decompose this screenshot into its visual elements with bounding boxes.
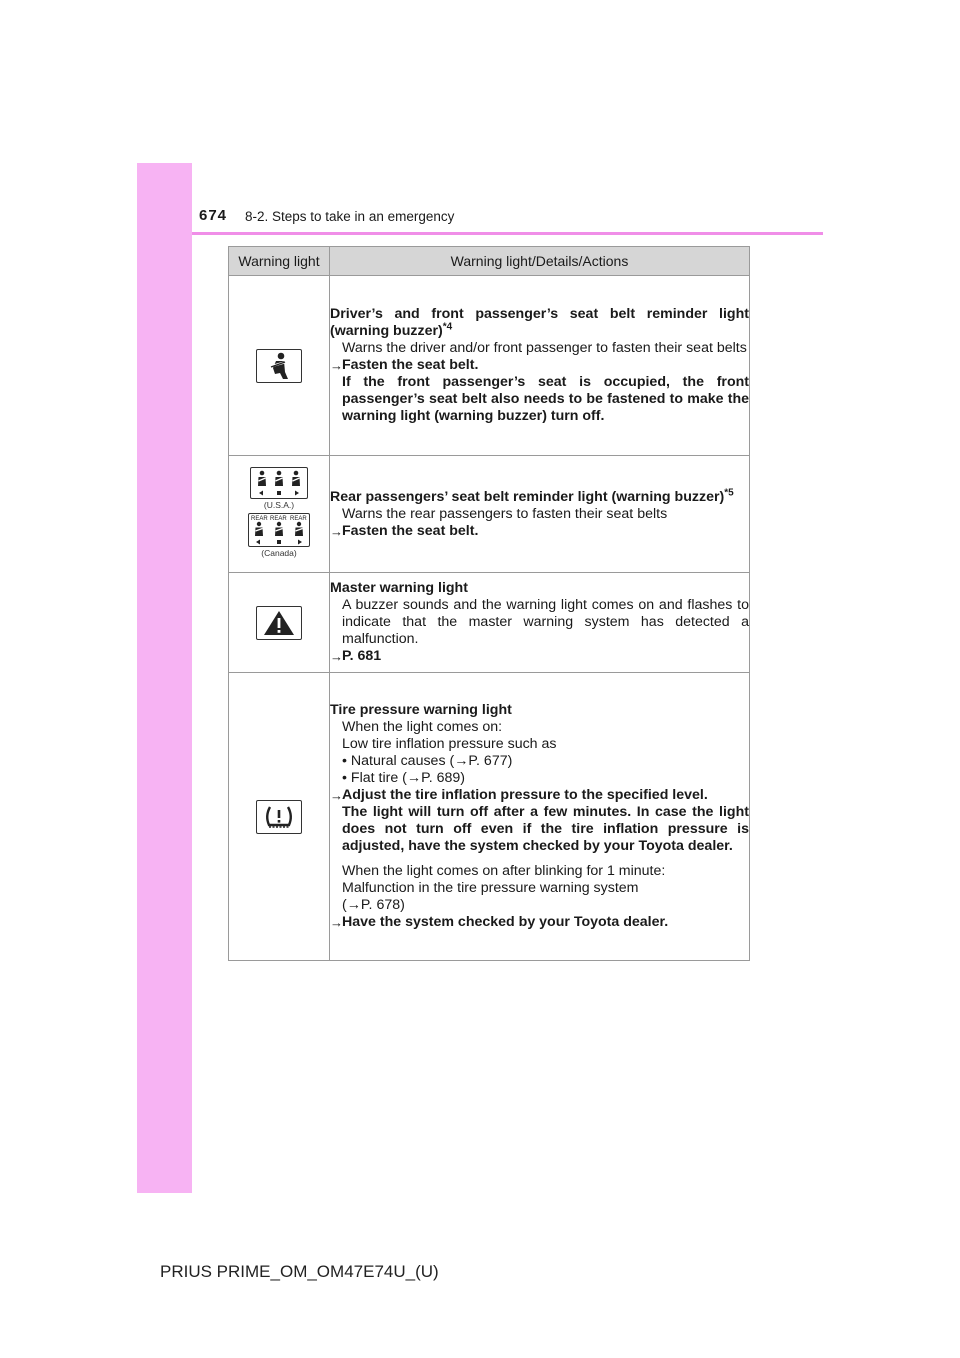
rear-label: REAR bbox=[270, 516, 287, 522]
tire-line: When the light comes on: bbox=[342, 719, 503, 735]
tire-line: Low tire inflation pressure such as bbox=[342, 736, 557, 752]
caption-canada: (Canada) bbox=[261, 548, 297, 558]
arrow-icon: → bbox=[346, 897, 361, 913]
table-header-row bbox=[229, 247, 750, 276]
arrow-icon: → bbox=[406, 770, 422, 786]
table-row-master-warning bbox=[229, 573, 750, 673]
seatbelt-title: Driver’s and front passenger’s seat belt reminder light (warning buzzer) bbox=[330, 306, 749, 339]
footnote-marker: *5 bbox=[724, 486, 734, 498]
tire-bullet-flat bbox=[330, 770, 749, 787]
document-code-footer: PRIUS PRIME_OM_OM47E74U_(U) bbox=[160, 1262, 439, 1281]
master-description: A buzzer sounds and the warning light comes on and flashes to indicate that the master warning system has detected a malfunction. bbox=[342, 597, 749, 647]
page-number: 674 bbox=[199, 207, 228, 224]
arrow-icon: → bbox=[330, 358, 343, 373]
column-header-details: Warning light/Details/Actions bbox=[330, 247, 750, 276]
tire-pressure-icon bbox=[256, 800, 302, 834]
details-cell bbox=[330, 276, 750, 456]
page-ref: P. 678) bbox=[360, 897, 405, 913]
icon-cell bbox=[229, 456, 330, 573]
section-title: 8-2. Steps to take in an emergency bbox=[245, 209, 455, 224]
seatbelt-action bbox=[330, 357, 749, 374]
spacer bbox=[330, 855, 749, 863]
header-divider bbox=[192, 232, 823, 235]
rear-title: Rear passengers’ seat belt reminder light (warning buzzer) bbox=[330, 488, 725, 505]
table-row-tire-pressure bbox=[229, 673, 750, 961]
tire-action-2 bbox=[330, 914, 749, 931]
column-header-warning-light: Warning light bbox=[229, 247, 330, 276]
details-cell bbox=[330, 456, 750, 573]
chapter-side-tab bbox=[137, 163, 192, 1193]
rear-action-text: Fasten the seat belt. bbox=[342, 522, 479, 539]
master-page-ref: P. 681 bbox=[342, 648, 382, 664]
icon-cell bbox=[229, 573, 330, 673]
master-title: Master warning light bbox=[330, 580, 468, 596]
icon-cell bbox=[229, 673, 330, 961]
table-row-rear-seatbelt bbox=[229, 456, 750, 573]
page-ref: P. 689) bbox=[421, 770, 465, 786]
seatbelt-description: Warns the driver and/or front passenger to fasten their seat belts bbox=[342, 340, 747, 356]
caption-usa: (U.S.A.) bbox=[263, 500, 295, 510]
master-action bbox=[330, 648, 749, 665]
arrow-icon: → bbox=[330, 649, 343, 664]
seatbelt-note: If the front passenger’s seat is occupied, the front passenger’s seat belt also needs to be fastened to make the warning light (warning buzzer) turn off. bbox=[342, 374, 749, 424]
tire-action-text: Adjust the tire inflation pressure to the specified level. bbox=[342, 787, 708, 803]
warning-lights-table bbox=[228, 246, 750, 961]
arrow-icon: → bbox=[330, 788, 343, 803]
footnote-marker: *4 bbox=[442, 321, 453, 333]
tire-page-ref bbox=[330, 897, 749, 914]
rear-description: Warns the rear passengers to fasten their seat belts bbox=[342, 505, 668, 522]
tire-title: Tire pressure warning light bbox=[330, 702, 512, 718]
arrow-icon: → bbox=[454, 753, 469, 769]
tire-line: Malfunction in the tire pressure warning system bbox=[342, 880, 639, 896]
rear-label: REAR bbox=[290, 516, 307, 522]
arrow-icon: → bbox=[330, 915, 343, 930]
seat-belt-person-icon bbox=[256, 349, 302, 383]
tire-bullet-natural bbox=[330, 753, 749, 770]
tire-line: When the light comes on after blinking for 1 minute: bbox=[342, 863, 666, 879]
tire-action-note: The light will turn off after a few minutes. In case the light does not turn off even if the tire inflation pressure is adjusted, have the system checked by your Toyota dealer. bbox=[342, 804, 749, 854]
seatbelt-title-line bbox=[330, 306, 749, 340]
bullet-text: • Natural causes ( bbox=[342, 753, 455, 769]
details-cell bbox=[330, 573, 750, 673]
rear-seat-belt-canada-icon bbox=[248, 513, 310, 547]
paren-text: ( bbox=[342, 897, 347, 913]
rear-title-line bbox=[330, 486, 749, 506]
page-ref: P. 677) bbox=[468, 753, 513, 769]
bullet-text: • Flat tire ( bbox=[342, 770, 407, 786]
seatbelt-action-text: Fasten the seat belt. bbox=[342, 357, 479, 373]
details-cell bbox=[330, 673, 750, 961]
rear-action bbox=[330, 523, 749, 540]
tire-action bbox=[330, 787, 749, 804]
warning-triangle-icon bbox=[256, 606, 302, 640]
rear-label: REAR bbox=[251, 516, 268, 522]
arrow-icon: → bbox=[330, 523, 343, 539]
table-row-seatbelt bbox=[229, 276, 750, 456]
icon-cell bbox=[229, 276, 330, 456]
tire-action-2-text: Have the system checked by your Toyota dealer. bbox=[342, 914, 669, 930]
rear-seat-belt-icon bbox=[250, 467, 308, 499]
